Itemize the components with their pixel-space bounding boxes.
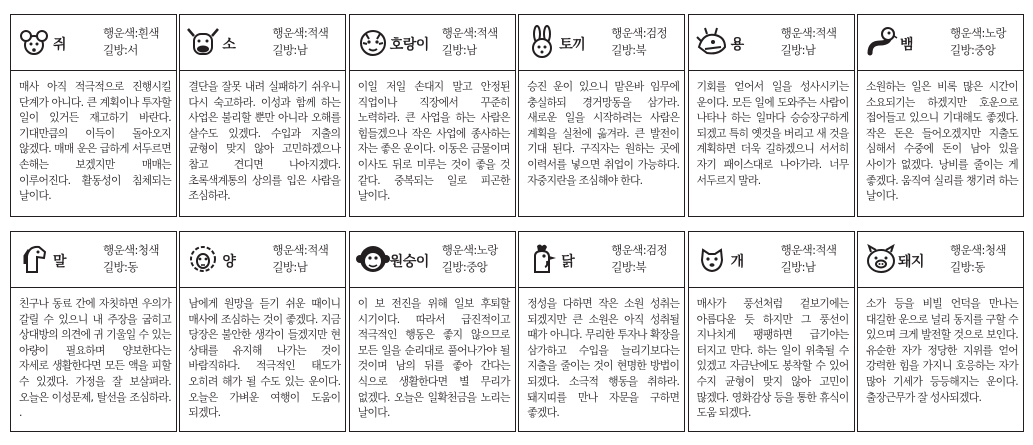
lucky-color — [442, 242, 498, 259]
lucky-color-label: 행운색: — [611, 26, 646, 40]
animal-name: 호랑이 — [389, 37, 429, 53]
lucky-info — [272, 25, 328, 59]
lucky-direction — [442, 42, 498, 59]
lucky-direction-value: 북 — [635, 260, 646, 274]
lucky-color-value: 적색 — [815, 26, 837, 40]
fortune-card — [857, 14, 1024, 217]
lucky-info — [103, 242, 159, 276]
lucky-color — [272, 242, 328, 259]
lucky-color-label: 행운색: — [611, 243, 646, 257]
lucky-color — [103, 242, 159, 259]
lucky-color-value: 검정 — [646, 26, 668, 40]
lucky-info — [611, 25, 667, 59]
pig-icon — [864, 242, 898, 276]
lucky-info — [442, 242, 498, 276]
lucky-direction — [272, 42, 328, 59]
lucky-direction-label: 길방: — [611, 43, 636, 57]
fortune-card — [518, 14, 685, 217]
lucky-info — [950, 25, 1006, 59]
lucky-direction-value: 동 — [974, 260, 985, 274]
animal-name: 양 — [222, 254, 236, 270]
lucky-direction-value: 중앙 — [974, 43, 996, 57]
lucky-color-label: 행운색: — [272, 26, 308, 40]
lucky-info — [103, 25, 159, 59]
fortune-card — [349, 231, 516, 432]
lucky-color-value: 노랑 — [984, 26, 1006, 40]
lucky-direction-label: 길방: — [441, 43, 467, 57]
fortune-text: 남에게 원망을 듣기 쉬운 때이니 매사에 조심하는 것이 좋겠다. 지금 당장은 불안한 생각이 들겠지만 현 상태를 유지해 나가는 것이 바람직하다. 적극적인 태도가 오히려 해가 될 수도 있는 운이다. 오늘은 가벼운 여행이 도움이 되겠다. — [188, 297, 341, 420]
fortune-text: 매사가 풍선처럼 겉보기에는 아름다운 듯 하지만 그 풍선이 지나치게 팽팽하면 급기야는 터지고 만다. 하는 일이 위축될 수 있겠고 자금난에도 봉착할 수 있어 수지 균형이 맞지 않아 고민이 많겠다. 영화감상 등을 통한 휴식이 도움 되겠다. — [696, 297, 849, 420]
lucky-direction-value: 서 — [127, 43, 138, 57]
lucky-direction-label: 길방: — [780, 43, 805, 57]
card-header — [858, 232, 1023, 288]
lucky-direction — [272, 259, 328, 276]
lucky-direction-label: 길방: — [272, 260, 297, 274]
rabbit-icon — [525, 25, 559, 59]
lucky-direction-label: 길방: — [950, 260, 975, 274]
lucky-color-value: 청색 — [137, 243, 159, 257]
tiger-icon — [356, 25, 390, 59]
lucky-direction — [781, 259, 837, 276]
lucky-color-label: 행운색: — [103, 243, 138, 257]
card-header — [350, 15, 515, 71]
lucky-color — [781, 242, 837, 259]
lucky-direction — [611, 259, 667, 276]
lucky-color-label: 행운색: — [272, 243, 308, 257]
card-header — [11, 15, 176, 71]
fortune-card — [179, 231, 346, 432]
fortune-card — [10, 231, 177, 432]
lucky-direction — [950, 42, 1006, 59]
lucky-direction-label: 길방: — [950, 43, 975, 57]
lucky-color-label: 행운색: — [950, 26, 985, 40]
lucky-direction-label: 길방: — [611, 260, 636, 274]
lucky-color-label: 행운색: — [441, 243, 477, 257]
fortune-text: 매사 아직 적극적으로 진행시킬 단계가 아니다. 큰 계획이나 투자할 일이 있거든 재고하기 바란다. 기대만큼의 이득이 돌아오지 않겠다. 매매 운은 급하게 서두르면 손해는 보겠지만 매매는 이루어진다. 활동성이 침체되는 날이다. — [19, 80, 171, 203]
rooster-icon — [525, 242, 559, 276]
fortune-text: 소가 등을 비빌 언덕을 만나는 대길한 운으로 널리 동지를 구할 수 있으며 크게 발전할 것으로 보인다. 유순한 자가 정당한 지위를 얻어 강력한 힘을 가지니 호응하는 자가 많아 기세가 등등해지는 운이다. 출장근무가 잘 성사되겠다. — [866, 297, 1018, 404]
fortune-card — [688, 231, 855, 432]
lucky-direction-value: 남 — [466, 43, 477, 57]
animal-name: 원숭이 — [389, 254, 429, 270]
lucky-color — [781, 25, 837, 42]
lucky-color-label: 행운색: — [950, 243, 985, 257]
lucky-color — [611, 242, 667, 259]
lucky-color — [611, 25, 667, 42]
lucky-direction — [103, 42, 159, 59]
lucky-color-label: 행운색: — [780, 243, 816, 257]
lucky-direction — [103, 259, 159, 276]
fortune-text: 승진 운이 있으니 맡은바 임무에 충실하되 경거망동을 삼가라. 새로운 일을 시작하려는 사람은 계획을 실천에 옮겨라. 큰 발전이 기대 된다. 구직자는 원하는 곳에 이력서를 넣으면 취업이 가능하다. 자중지란을 조심해야 한다. — [527, 80, 680, 187]
lucky-color — [272, 25, 328, 42]
lucky-direction-value: 남 — [296, 43, 308, 57]
lucky-color-label: 행운색: — [441, 26, 477, 40]
lucky-direction-label: 길방: — [272, 43, 297, 57]
animal-name: 토끼 — [559, 37, 586, 53]
card-header — [689, 15, 854, 71]
lucky-direction-value: 남 — [804, 260, 816, 274]
zodiac-fortune-grid — [10, 14, 1024, 432]
lucky-direction-label: 길방: — [441, 260, 467, 274]
lucky-color-value: 적색 — [815, 243, 837, 257]
lucky-direction-value: 중앙 — [466, 260, 488, 274]
lucky-info — [781, 242, 837, 276]
lucky-color — [442, 25, 498, 42]
card-header — [180, 232, 345, 288]
fortune-card — [688, 14, 855, 217]
lucky-info — [272, 242, 328, 276]
lucky-color — [950, 25, 1006, 42]
dog-icon — [695, 242, 729, 276]
lucky-direction-label: 길방: — [103, 43, 128, 57]
lucky-direction-value: 동 — [127, 260, 138, 274]
lucky-color — [950, 242, 1006, 259]
card-header — [11, 232, 176, 288]
fortune-card — [10, 14, 177, 217]
fortune-text: 정성을 다하면 작은 소원 성취는 되겠지만 큰 소원은 아직 성취될 때가 아니다. 무리한 투자나 확장을 삼가하고 수입을 늘리기보다는 지출을 줄이는 것이 현명한 방법이 되겠다. 소극적 행동을 취하라. 돼지띠를 만나 자문을 구하면 좋겠다. — [527, 297, 680, 420]
fortune-text: 결단을 잘못 내려 실패하기 쉬우니 다시 숙고하라. 이성과 함께 하는 사업은 불리할 뿐만 아니라 오해를 살수도 있겠다. 수입과 지출의 균형이 맞지 않아 고민하겠으나 참고 견디면 나아지겠다. 초록색계통의 상의를 입은 사람을 조심하라. — [188, 80, 341, 203]
lucky-info — [950, 242, 1006, 276]
lucky-direction-value: 남 — [296, 260, 308, 274]
sheep-icon — [186, 242, 220, 276]
lucky-direction — [781, 42, 837, 59]
lucky-direction — [442, 259, 498, 276]
lucky-color-value: 검정 — [646, 243, 668, 257]
ox-icon — [186, 25, 220, 59]
animal-name: 뱀 — [900, 37, 914, 53]
fortune-text: 기회를 얻어서 일을 성사시키는 운이다. 모든 일에 도와주는 사람이 나타나 하는 일마다 승승장구하게 되겠고 특히 옛것을 버리고 새 것을 계획하면 더욱 길하겠으니 서서히 자기 패이스대로 나아가라. 너무 서두르지 말라. — [696, 80, 849, 187]
lucky-info — [611, 242, 667, 276]
lucky-info — [442, 25, 498, 59]
lucky-color-value: 적색 — [476, 26, 498, 40]
card-header — [519, 232, 684, 288]
snake-icon — [864, 25, 898, 59]
fortune-text: 이일 저일 손대지 말고 안정된 직업이나 직장에서 꾸준히 노력하라. 큰 사업을 하는 사람은 힘들겠으나 작은 사업에 종사하는 자는 좋은 운이다. 이동은 금물이며 이사도 뒤로 미루는 것이 좋을 것 같다. 중복되는 일로 피곤한 날이다. — [357, 80, 510, 203]
card-header — [689, 232, 854, 288]
dragon-icon — [695, 25, 729, 59]
fortune-text: 친구나 동료 간에 자칫하면 우의가 갈릴 수 있으니 내 주장을 굽히고 상대방의 의견에 귀 기울일 수 있는 아량이 필요하며 양보한다는 자세로 생활한다면 모든 액을 피할 수 있겠다. 가정을 잘 보살펴라. 오늘은 이성문제, 탈선을 조심하라. . — [19, 297, 171, 420]
lucky-direction-label: 길방: — [780, 260, 805, 274]
fortune-text: 소원하는 일은 비록 많은 시간이 소요되기는 하겠지만 호운으로 접어들고 있으니 기대해도 좋겠다. 작은 돈은 들어오겠지만 지출도 심해서 수중에 돈이 남아 있을 사이가 없겠다. 낭비를 줄이는 게 좋겠다. 움직여 실리를 챙기려 하는 날이다. — [866, 80, 1018, 203]
card-header — [350, 232, 515, 288]
lucky-direction-value: 북 — [635, 43, 646, 57]
card-header — [858, 15, 1023, 71]
lucky-color-value: 노랑 — [476, 243, 498, 257]
fortune-card — [857, 231, 1024, 432]
lucky-color-label: 행운색: — [780, 26, 816, 40]
animal-name: 쥐 — [53, 37, 67, 53]
fortune-text: 이 보 전진을 위해 일보 후퇴할 시기이다. 따라서 급진적이고 적극적인 행동은 좋지 않으므로 모든 일을 순리대로 풀어나가야 될 것이며 남의 뒤를 좋아 간다는 식으로 생활한다면 별 무리가 없겠다. 오늘은 일확천금을 노리는 날이다. — [357, 297, 510, 420]
lucky-direction — [950, 259, 1006, 276]
lucky-direction-value: 남 — [804, 43, 816, 57]
lucky-color-value: 흰색 — [137, 26, 159, 40]
fortune-card — [349, 14, 516, 217]
animal-name: 돼지 — [898, 254, 925, 270]
lucky-info — [781, 25, 837, 59]
lucky-direction — [611, 42, 667, 59]
animal-name: 닭 — [561, 254, 575, 270]
lucky-color-value: 적색 — [307, 26, 329, 40]
animal-name: 용 — [730, 37, 744, 53]
card-header — [519, 15, 684, 71]
fortune-card — [518, 231, 685, 432]
lucky-direction-label: 길방: — [103, 260, 128, 274]
lucky-color-value: 청색 — [984, 243, 1006, 257]
lucky-color — [103, 25, 159, 42]
card-header — [180, 15, 345, 71]
monkey-icon — [356, 242, 390, 276]
lucky-color-label: 행운색: — [103, 26, 138, 40]
animal-name: 개 — [730, 254, 744, 270]
lucky-color-value: 적색 — [307, 243, 329, 257]
horse-icon — [17, 242, 51, 276]
fortune-card — [179, 14, 346, 217]
animal-name: 말 — [53, 254, 67, 270]
rat-icon — [17, 25, 51, 59]
animal-name: 소 — [222, 37, 236, 53]
